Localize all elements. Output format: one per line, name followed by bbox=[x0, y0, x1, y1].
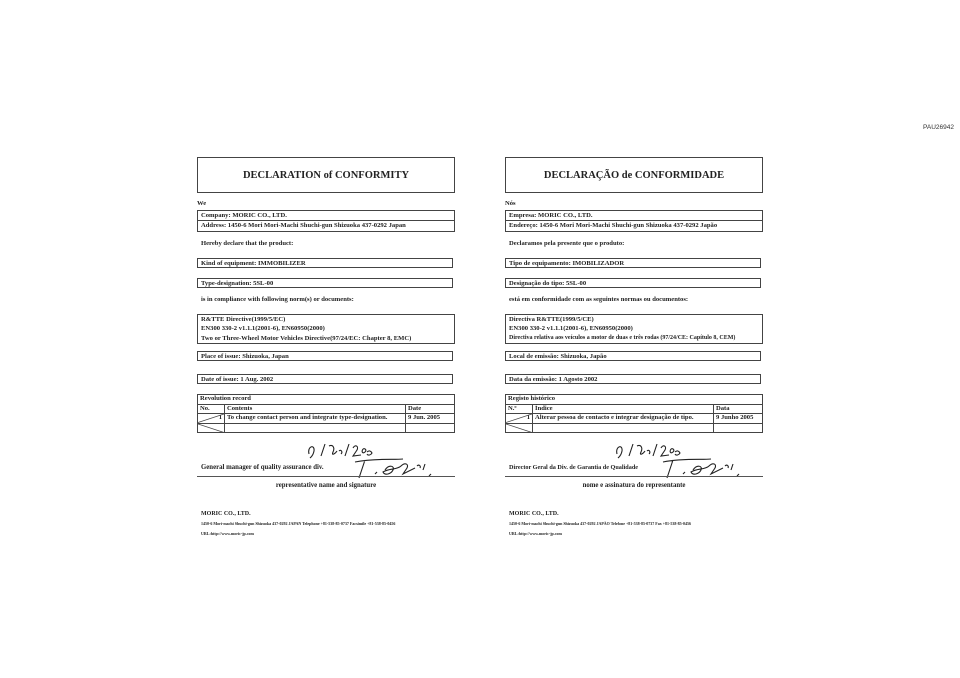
norms-box bbox=[505, 314, 763, 344]
revision-title: Revolution record bbox=[198, 395, 455, 405]
header-no: N.º bbox=[506, 404, 533, 414]
company-box bbox=[197, 210, 455, 232]
address-line: Address: 1450-6 Mori Mori-Machi Shuchi-gun Shizuoka 437-0292 Japan bbox=[198, 220, 454, 230]
company-line: Company: MORIC CO., LTD. bbox=[201, 212, 287, 219]
date-of-issue: Data da emissão: 1 Agosto 2002 bbox=[505, 374, 761, 384]
header-date: Data bbox=[714, 404, 763, 414]
row-contents: To change contact person and integrate type-designation. bbox=[225, 414, 406, 424]
row-date: 9 Jun. 2005 bbox=[406, 414, 455, 424]
place-of-issue: Local de emissão: Shizuoka, Japão bbox=[505, 351, 761, 361]
norm-line: EN300 330-2 v1.1.1(2001-6), EN60950(2000) bbox=[509, 325, 633, 333]
norm-line: Directiva relativa aos veículos a motor de duas e três rodas (97/24/CE: Capítulo 8, CEM) bbox=[509, 334, 736, 341]
compliance-text: is in compliance with following norm(s) or documents: bbox=[201, 296, 354, 303]
header-no: No. bbox=[198, 404, 225, 414]
date-of-issue: Date of issue: 1 Aug. 2002 bbox=[197, 374, 453, 384]
signature-line bbox=[197, 476, 455, 477]
table-header bbox=[198, 404, 455, 414]
row-no bbox=[198, 423, 225, 433]
table-row bbox=[198, 414, 455, 424]
place-of-issue: Place of issue: Shizuoka, Japan bbox=[197, 351, 453, 361]
table-row bbox=[198, 423, 455, 433]
revision-table bbox=[505, 394, 763, 433]
page-title: DECLARATION of CONFORMITY bbox=[197, 157, 455, 193]
representative-label: nome e assinatura do representante bbox=[582, 482, 686, 489]
type-designation: Designação do tipo: 5SL-00 bbox=[505, 278, 761, 288]
we-label: We bbox=[197, 200, 207, 207]
row-date bbox=[714, 423, 763, 433]
signer-title: General manager of quality assurance div. bbox=[201, 464, 324, 471]
footer-address: 1450-6 Mori-machi Shuchi-gun Shizuoka 437-0292 JAPÃO Telefone +81-538-85-0737 Fax +81-538-85-0456 bbox=[509, 521, 692, 526]
row-no: 1 bbox=[506, 414, 533, 424]
revision-title: Registo histórico bbox=[506, 395, 763, 405]
row-contents bbox=[225, 423, 406, 433]
kind-of-equipment: Tipo de equipamento: IMOBILIZADOR bbox=[505, 258, 761, 268]
signer-title: Director Geral da Div. de Garantia de Qualidade bbox=[509, 464, 639, 471]
footer-url: URL:http://www.moric-jp.com bbox=[201, 531, 254, 536]
row-no bbox=[506, 423, 533, 433]
company-line: Empresa: MORIC CO., LTD. bbox=[509, 212, 593, 219]
signature-line bbox=[505, 476, 763, 477]
footer-company: MORIC CO., LTD. bbox=[509, 511, 559, 517]
norm-line: Two or Three-Wheel Motor Vehicles Directive(97/24/EC: Chapter 8, EMC) bbox=[201, 334, 412, 342]
company-box bbox=[505, 210, 763, 232]
footer-company: MORIC CO., LTD. bbox=[201, 511, 251, 517]
table-row bbox=[506, 423, 763, 433]
header-contents: Índice bbox=[533, 404, 714, 414]
norm-line: Directiva R&TTE(1999/5/CE) bbox=[509, 316, 594, 323]
compliance-text: está em conformidade com as seguintes normas ou documentos: bbox=[509, 296, 689, 303]
footer-url: URL:http://www.moric-jp.com bbox=[509, 531, 562, 536]
reference-code: PAU26942 bbox=[923, 124, 954, 131]
norms-box bbox=[197, 314, 455, 344]
header-contents: Contents bbox=[225, 404, 406, 414]
kind-of-equipment: Kind of equipment: IMMOBILIZER bbox=[197, 258, 453, 268]
row-date: 9 Junho 2005 bbox=[714, 414, 763, 424]
page-title: DECLARAÇÃO de CONFORMIDADE bbox=[505, 157, 763, 193]
header-date: Date bbox=[406, 404, 455, 414]
address-line: Endereço: 1450-6 Mori Mori-Machi Shuchi-gun Shizuoka 437-0292 Japão bbox=[506, 220, 762, 230]
we-label: Nós bbox=[505, 200, 516, 207]
row-date bbox=[406, 423, 455, 433]
norm-line: R&TTE Directive(1999/5/EC) bbox=[201, 316, 286, 323]
table-header bbox=[506, 404, 763, 414]
hereby-text: Hereby declare that the product: bbox=[201, 240, 294, 247]
revision-table bbox=[197, 394, 455, 433]
table-row bbox=[506, 414, 763, 424]
footer-address: 1450-6 Mori-machi Shuchi-gun Shizuoka 437-0292 JAPAN Telephone +81-538-85-0737 Facsimile +81-538-85-0456 bbox=[201, 521, 396, 526]
type-designation: Type-designation: 5SL-00 bbox=[197, 278, 453, 288]
row-contents: Alterar pessoa de contacto e integrar designação de tipo. bbox=[533, 414, 714, 424]
representative-label: representative name and signature bbox=[275, 482, 377, 489]
hereby-text: Declaramos pela presente que o produto: bbox=[509, 240, 625, 247]
row-no: 1 bbox=[198, 414, 225, 424]
norm-line: EN300 330-2 v1.1.1(2001-6), EN60950(2000) bbox=[201, 325, 325, 333]
row-contents bbox=[533, 423, 714, 433]
